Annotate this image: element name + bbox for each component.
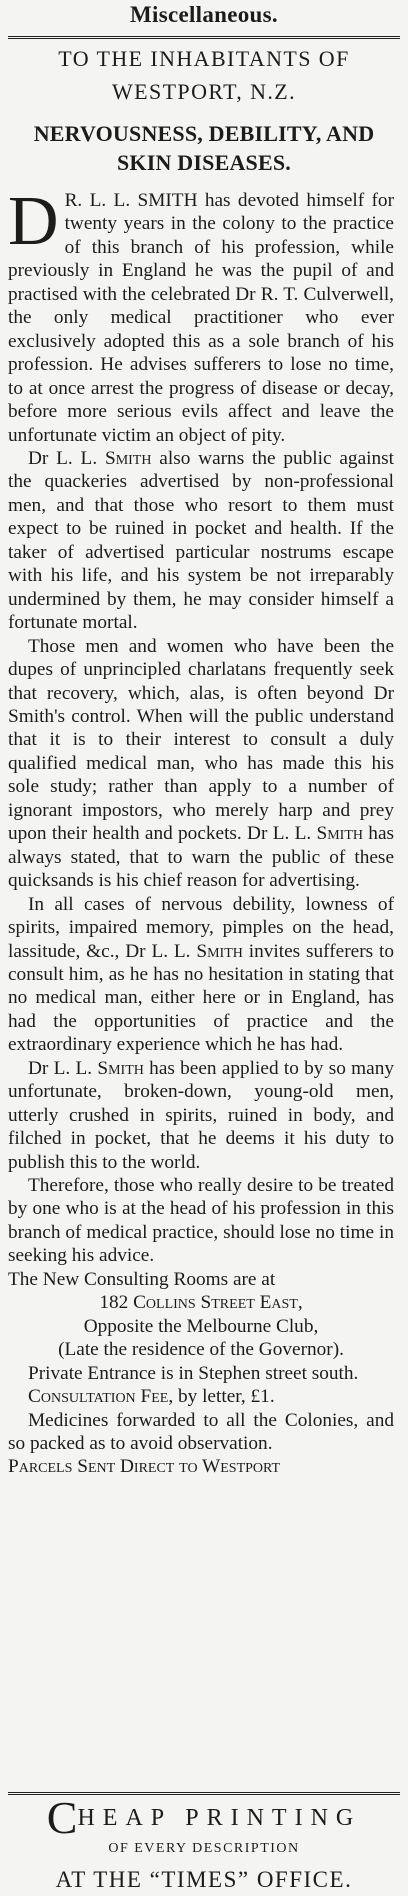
headline-line2: SKIN DISEASES. <box>117 150 291 175</box>
paragraph-7: The New Consulting Rooms are at <box>8 1268 276 1290</box>
paragraph-2-name: Smith <box>104 447 152 469</box>
fee-label: Consultation Fee <box>28 1386 169 1408</box>
paragraph-2 <box>8 447 394 635</box>
paragraph-5-name: Smith <box>97 1057 144 1079</box>
fee-text: , by letter, £1. <box>168 1386 275 1408</box>
paragraph-3-text-b: has always stated, that to warn the public of these quicksands is his chief reason for advertising. <box>8 823 394 892</box>
parcels-line: Parcels Sent Direct to Westport <box>8 1456 281 1478</box>
paragraph-5 <box>8 1057 394 1174</box>
times-office: AT THE “TIMES” OFFICE. <box>55 1867 353 1892</box>
paragraph-1-text: R. L. L. SMITH has devoted himself for twenty years in the colony to the practice of this branch of his profession, while previously in England he was the pupil of and practised with the celebrated Dr R. T. Culverwell, the only medical practitioner who ever exclusively adopted this as a sole branch of his profession. He advises sufferers to lose no time, to at once arrest the progress of disease or decay, before more serious evils affect and leave the unfortunate victim an object of pity. <box>8 190 394 446</box>
article-body <box>8 183 394 1479</box>
every-description: OF EVERY DESCRIPTION <box>108 1841 300 1856</box>
cheap-rest: HEAP PRINTING <box>77 1805 362 1831</box>
paragraph-4-text-b: invites sufferers to consult him, as he has no hesitation in stating that no medical man, either here or in England, has had the opportunities of practice and the extraordinary experience which he has had. <box>8 940 394 1056</box>
address-line2: Opposite the Melbourne Club, <box>83 1315 319 1337</box>
section-rule <box>8 36 400 39</box>
address-line3: (Late the residence of the Governor). <box>58 1339 344 1361</box>
article-title-line2: WESTPORT, N.Z. <box>111 79 297 104</box>
paragraph-9: Medicines forwarded to all the Colonies, and so packed as to avoid observation. <box>8 1409 394 1455</box>
paragraph-2-text: also warns the public against the quackeries advertised by non-professional men, and that those who resort to them must expect to be ruined in pocket and health. If the taker of advertised particular nostrums escape with his life, and his system be not irreparably undermined by them, he may consider himself a fortunate mortal. <box>8 447 394 634</box>
drop-cap: D <box>8 183 59 260</box>
consultation-fee <box>8 1385 394 1408</box>
paragraph-6: Therefore, those who really desire to be treated by one who is at the head of his profession in this branch of medical practice, should lose no time in seeking his advice. <box>8 1175 394 1267</box>
paragraph-3-text-a: Those men and women who have been the dupes of unprincipled charlatans frequently seek that recovery, which, alas, is often beyond Dr Smith's control. When will the public understand that it is to their interest to consult a duly qualified medical man, who has made this his sole study; rather than apply to a number of ignorant impostors, who merely harp and prey upon their health and pockets. Dr L. L. <box>8 635 394 845</box>
paragraph-2-lead: Dr L. L. <box>28 447 105 469</box>
cheap-initial: C <box>46 1792 78 1843</box>
paragraph-3-name: Smith <box>316 823 363 845</box>
paragraph-4-name: Smith <box>196 940 243 962</box>
paragraph-1 <box>8 183 394 447</box>
paragraph-8: Private Entrance is in Stephen street south. <box>28 1362 359 1384</box>
section-heading: Miscellaneous. <box>130 2 278 27</box>
paragraph-5-text: has been applied to by so many unfortunate, broken-down, young-old men, utterly crushed in spirits, ruined in body, and filched in pocket, that he deems it his duty to publish this to the world. <box>8 1057 394 1173</box>
cheap-printing-heading <box>8 1792 400 1843</box>
article-title-line1: TO THE INHABITANTS OF <box>58 46 350 71</box>
headline-line1: NERVOUSNESS, DEBILITY, AND <box>33 121 375 146</box>
paragraph-3 <box>8 635 394 893</box>
paragraph-4 <box>8 893 394 1057</box>
cheap-printing-ad <box>8 1792 400 1893</box>
address-line1: 182 Collins Street East, <box>99 1292 303 1314</box>
paragraph-4-text-a: In all cases of nervous debility, lowness of spirits, impaired memory, pimples on the head, lassitude, &c., Dr L. L. <box>8 893 394 962</box>
paragraph-5-lead: Dr L. L. <box>28 1057 98 1079</box>
